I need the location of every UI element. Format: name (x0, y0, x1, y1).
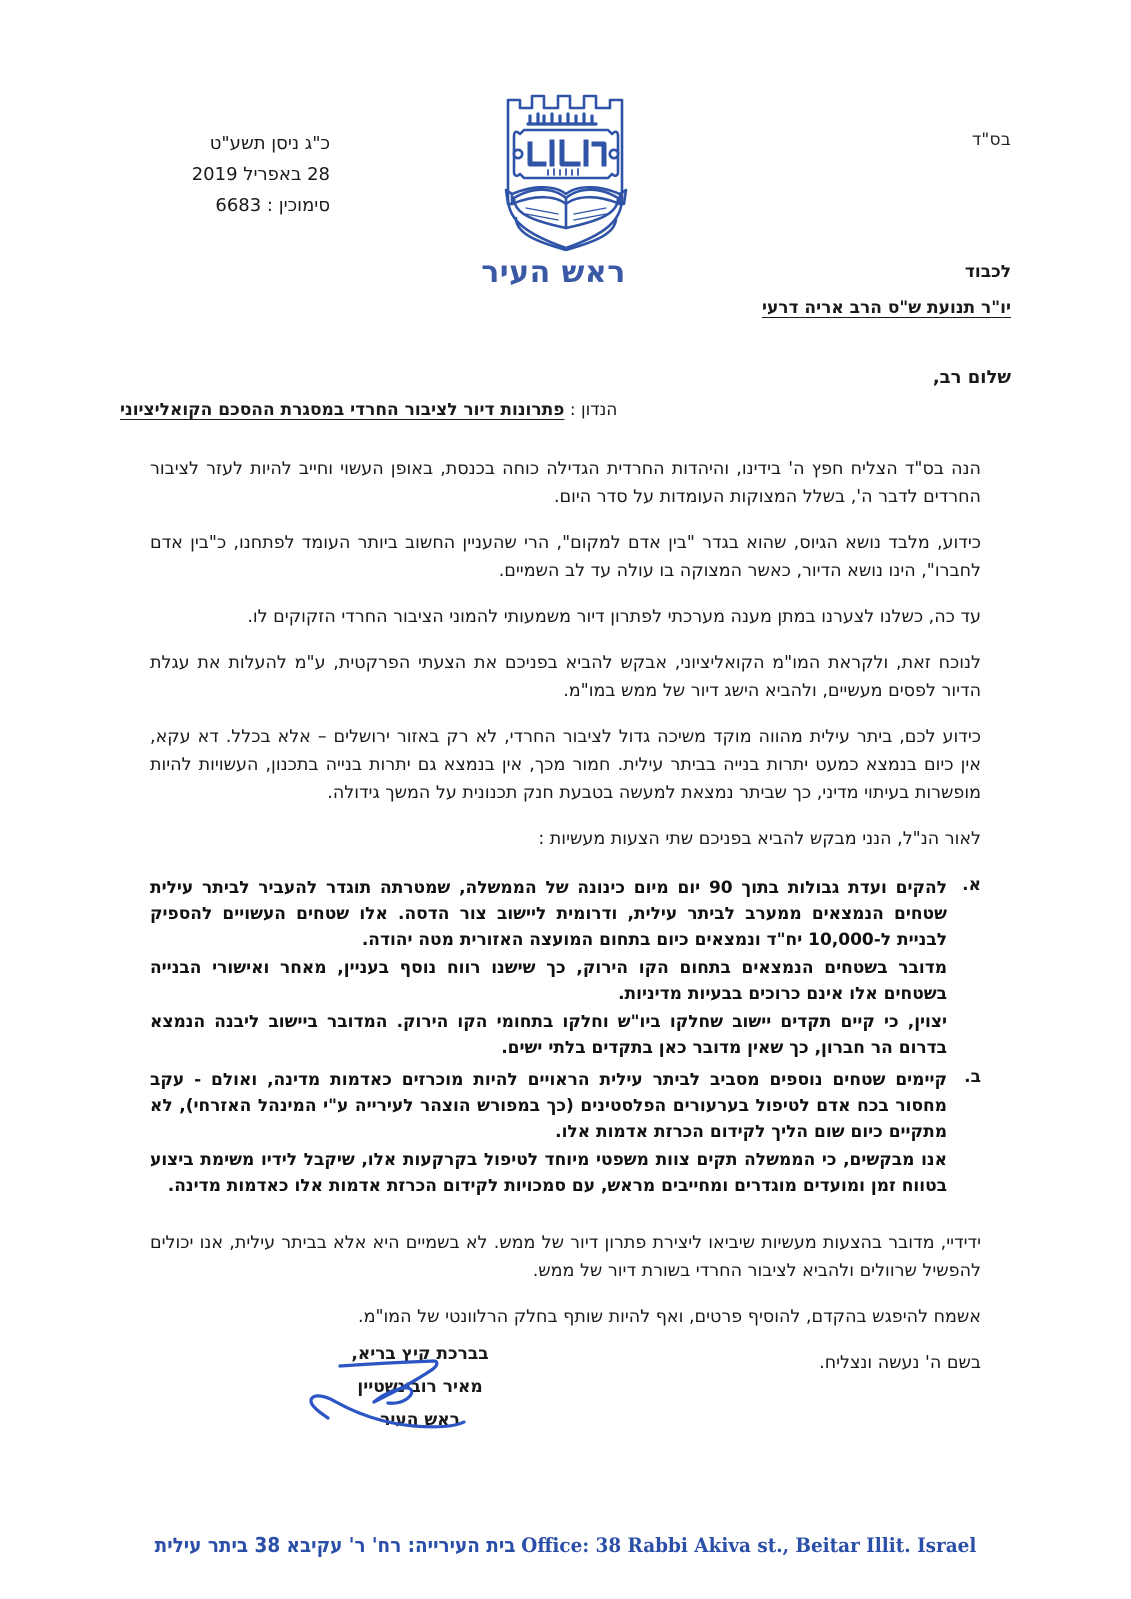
body-paragraph: עד כה, כשלנו לצערנו במתן מענה מערכתי לפתרון דיור משמעותי להמוני הציבור החרדי הזקוקים לו. (247, 607, 981, 627)
proposals-list (150, 875, 981, 1199)
list-item (150, 875, 981, 1061)
signature-block (285, 1338, 555, 1437)
list-item (150, 1067, 981, 1199)
letter-header (0, 80, 1131, 270)
subject-line (120, 400, 1011, 420)
reference-number: סימוכין : 6683 (215, 195, 330, 216)
body-paragraph: כידוע לכם, ביתר עילית מהווה מוקד משיכה גדול לציבור החרדי, לא רק באזור ירושלים – אלא בכלל. דא עקא, אין כיום בנמצא כמעט יתרות בנייה בביתר עילית. חמור מכך, אין בנמצא גם יתרות בנייה בתכנון, העשויות להיות מופשרות בעיתוי מדיני, כך שביתר נמצאת למעשה בטבעת חנק תכנונית על המשך גידולה. (150, 727, 981, 803)
closing-paragraph: בשם ה' נעשה ונצליח. (819, 1353, 981, 1373)
page-title-mayor: ראש העיר (481, 255, 626, 290)
signature-greeting: בברכת קיץ בריא, (351, 1344, 489, 1364)
subject-text: פתרונות דיור לציבור החרדי במסגרת ההסכם הקואליציוני (120, 400, 565, 420)
list-item-marker: ב. (964, 1067, 981, 1087)
addressee-name: יו"ר תנועת ש"ס הרב אריה דרעי (761, 298, 1011, 318)
body-paragraph: כידוע, מלבד נושא הגיוס, שהוא בגדר "בין אדם למקום", הרי שהעניין החשוב ביותר העומד לפתחנו, כ"בין אדם לחברו", הינו נושא הדיור, כאשר המצוקה בו עולה עד לב השמיים. (150, 533, 981, 581)
signature-name: מאיר רובינשטיין (357, 1377, 483, 1397)
footer-english-address: Office: 38 Rabbi Akiva st., Beitar Illit. Israel (521, 1533, 977, 1557)
gregorian-date: 28 באפריל 2019 (191, 164, 330, 185)
list-item-paragraph: יצוין, כי קיים תקדים יישוב שחלקו ביו"ש וחלקו בתחומי הקו הירוק. המדובר ביישוב ליבנה הנמצא בדרום הר חברון, כך שאין מדובר כאן בתקדים בלתי ישים. (150, 1012, 947, 1058)
body-paragraph: הנה בס"ד הצליח חפץ ה' בידינו, והיהדות החרדית הגדילה כוחה בכנסת, באופן העשוי וחייב להיות לעזר לציבור החרדים לדבר ה', בשלל המצוקות העומדות על סדר היום. (150, 459, 981, 507)
list-item-body (150, 875, 947, 1061)
list-item-paragraph: מדובר בשטחים הנמצאים בתחום הקו הירוק, כך שישנו רווח נוסף בעניין, מאחר ואישורי הבנייה בשטחים אלו אינם כרוכים בבעיות מדיניות. (150, 958, 947, 1004)
letter-body (150, 455, 981, 1395)
proposals-intro: לאור הנ"ל, הנני מבקש להביא בפניכם שתי הצעות מעשיות : (538, 829, 981, 849)
list-item-paragraph: להקים ועדת גבולות בתוך 90 יום מיום כינונה של הממשלה, שמטרתה תוגדר להעביר לביתר עילית שטחים הנמצאים ממערב לביתר עילית, ודרומית ליישוב צור הדסה. אלו שטחים העשויים להספיק לבניית ל-10,000 יח"ד ונמצאים כיום בתחום המועצה האזורית מטה יהודה. (150, 878, 947, 950)
bsd-label: בס"ד (971, 130, 1011, 150)
greeting-line: שלום רב, (932, 367, 1011, 388)
hebrew-date: כ"ג ניסן תשע"ט (209, 133, 330, 154)
closing-block (150, 1229, 981, 1377)
footer-hebrew-address: בית העירייה: רח' ר' עקיבא 38 ביתר עילית (154, 1533, 516, 1557)
list-item-paragraph: קיימים שטחים נוספים מסביב לביתר עילית הראויים להיות מוכרזים כאדמות מדינה, ואולם - עקב מחסור בכח אדם לטיפול בערעורים הפלסטינים (כך במפורש הוצהר לעירייה ע"י המינהל האזרחי), לא מתקיים כיום שום הליך לקידום הכרזת אדמות אלו. (150, 1070, 947, 1142)
signature-role: ראש העיר (380, 1410, 460, 1430)
list-item-paragraph: אנו מבקשים, כי הממשלה תקים צוות משפטי מיוחד לטיפול בקרקעות אלו, שיקבל לידיו משימת ביצוע בטווח זמן ומועדים מוגדרים ומחייבים מראש, עם סמכויות לקידום הכרזת אדמות אלו כאדמות מדינה. (150, 1150, 947, 1196)
closing-paragraph: אשמח להיפגש בהקדם, להוסיף פרטים, ואף להיות שותף בחלק הרלוונטי של המו"מ. (358, 1307, 981, 1327)
municipality-crest-icon (486, 80, 646, 255)
footer-address (45, 1533, 1086, 1557)
subject-label: הנדון : (569, 400, 618, 420)
to-label: לכבוד (964, 262, 1011, 282)
list-item-marker: א. (962, 875, 981, 895)
body-paragraph: לנוכח זאת, ולקראת המו"מ הקואליציוני, אבקש להביא בפניכם את הצעתי הפרקטית, ע"מ להעלות את עגלת הדיור לפסים מעשיים, ולהביא הישג דיור של ממש במו"מ. (150, 653, 981, 701)
list-item-body (150, 1067, 947, 1199)
closing-paragraph: ידידיי, מדובר בהצעות מעשיות שיביאו ליצירת פתרון דיור של ממש. לא בשמיים היא אלא בביתר עילית, אנו יכולים להפשיל שרוולים ולהביא לציבור החרדי בשורת דיור של ממש. (150, 1233, 981, 1281)
date-block (0, 128, 330, 221)
